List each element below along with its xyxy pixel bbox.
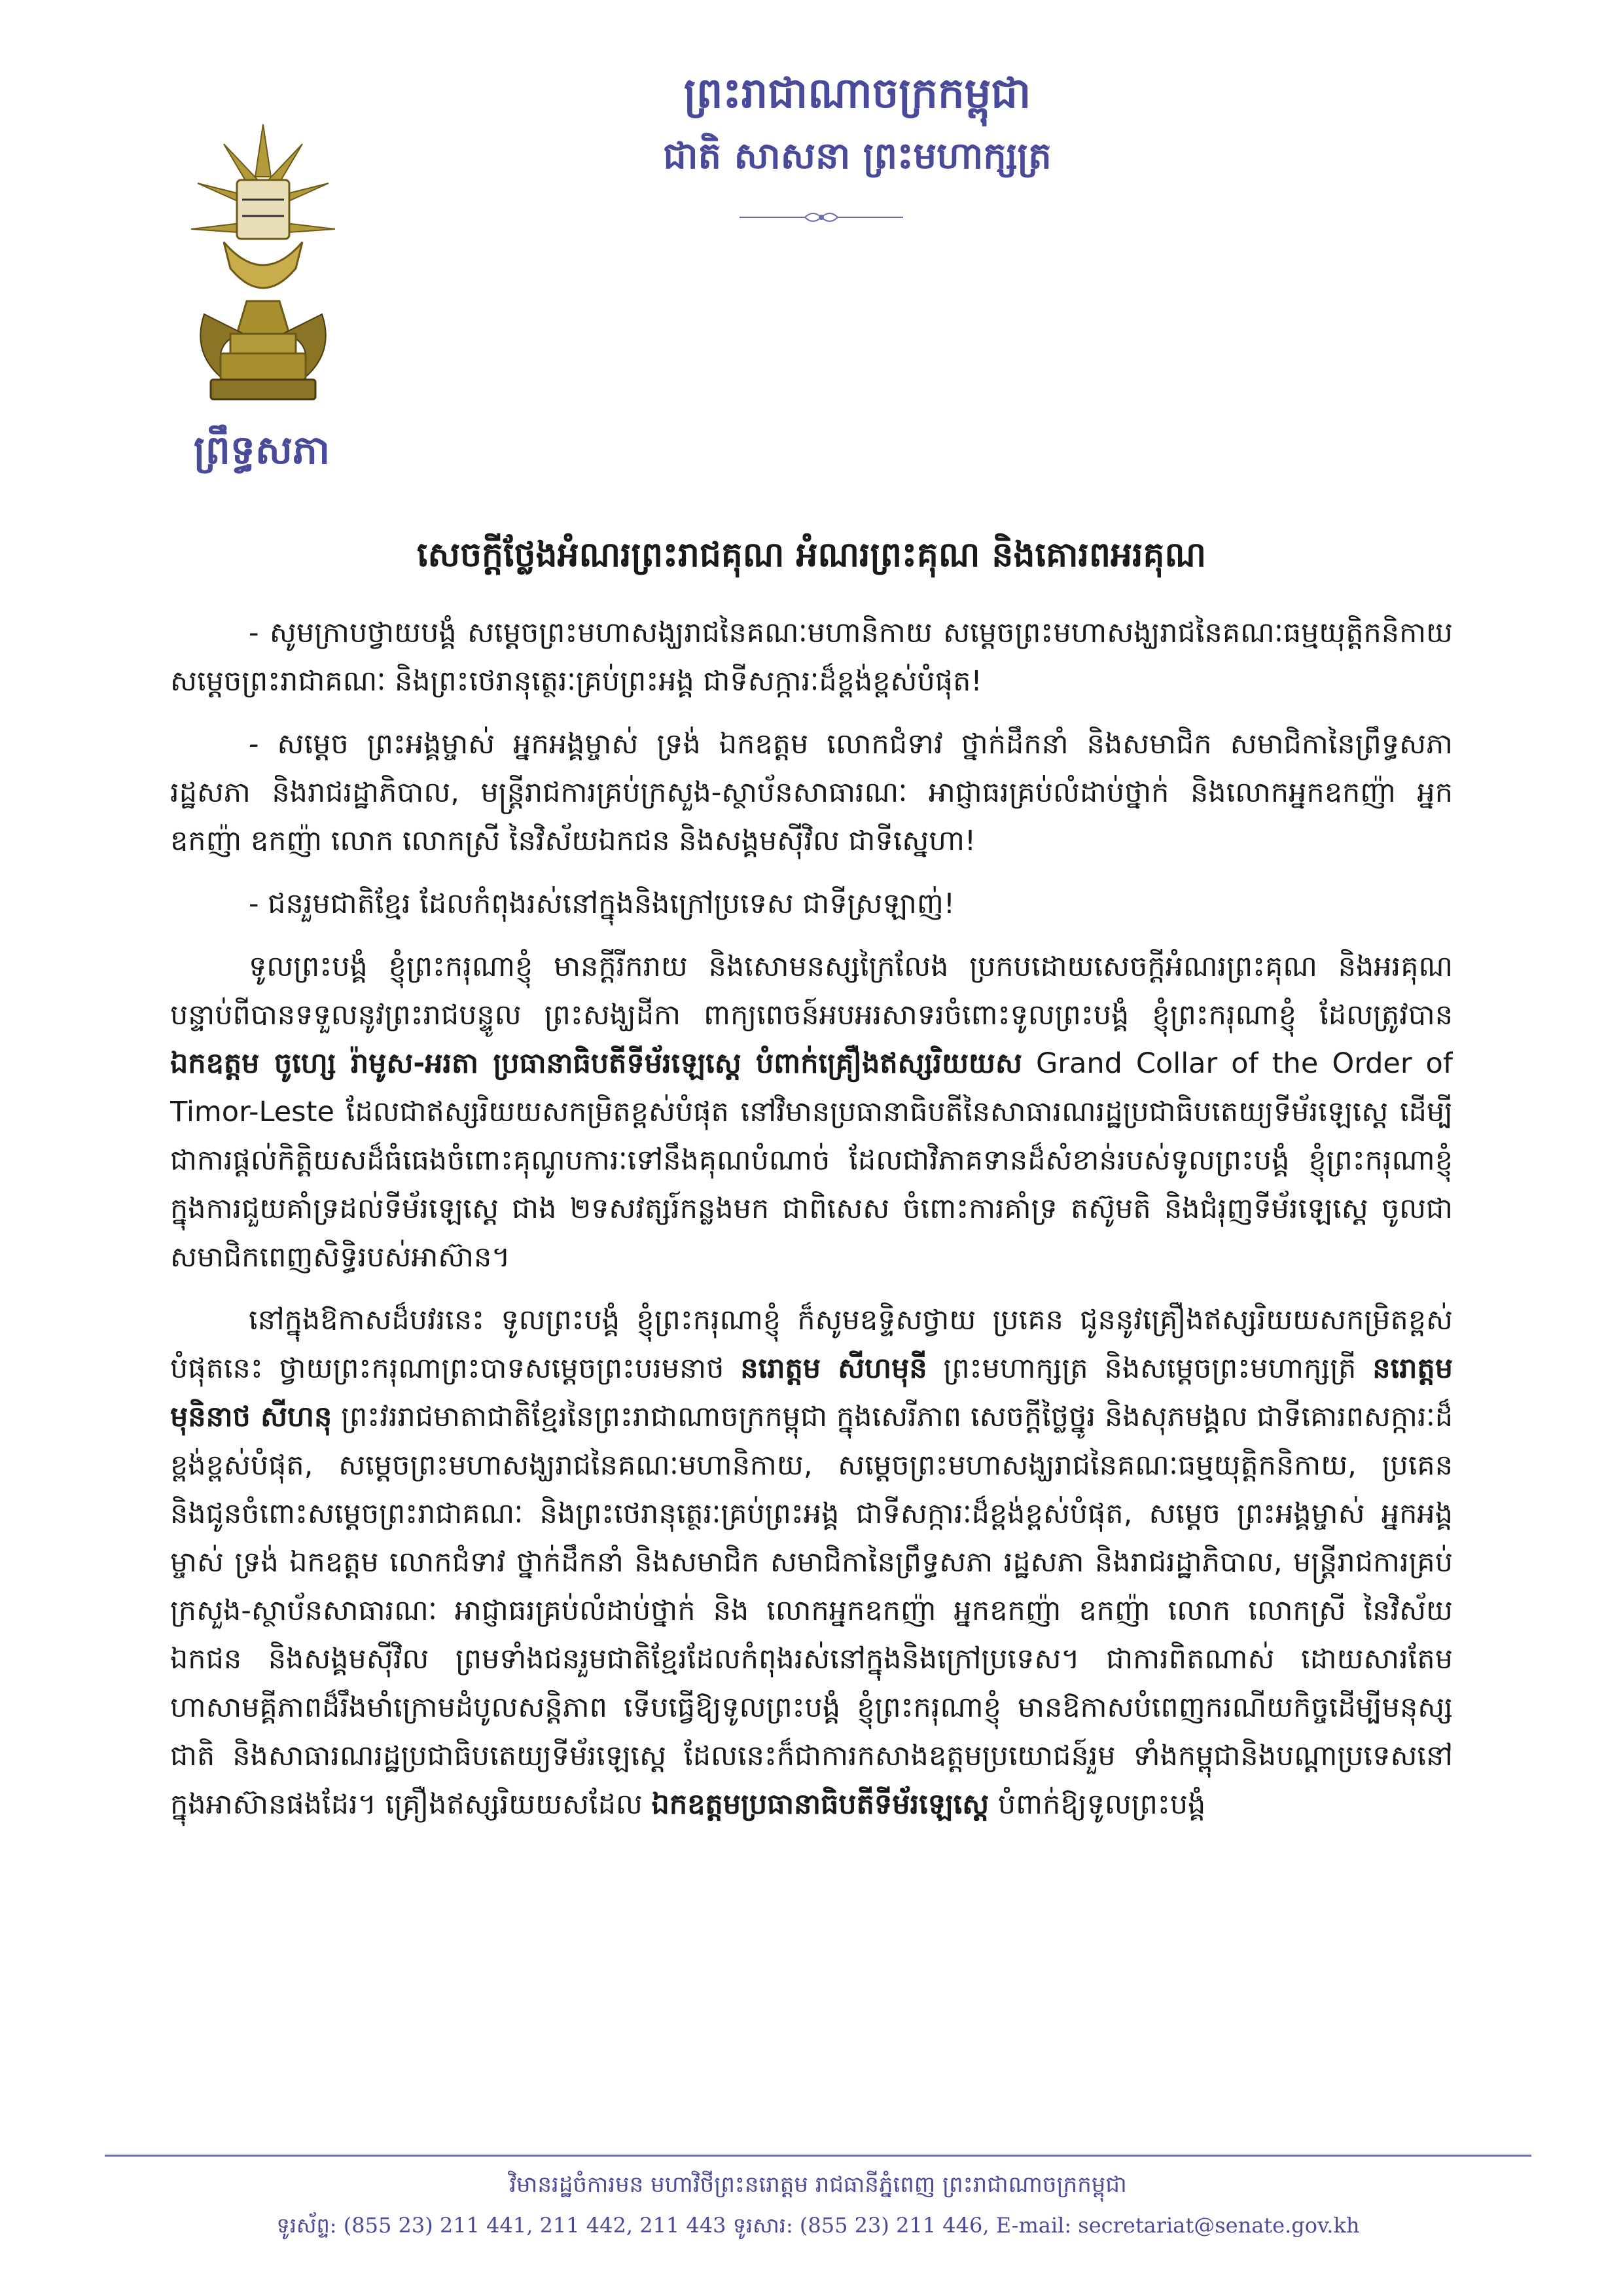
dedication-queen-name: នរោត្តម មុនិនាថ សីហនុ bbox=[170, 1352, 1453, 1433]
kingdom-name: ព្រះរាជាណាចក្រកម្ពុជា bbox=[683, 69, 1031, 118]
fax-label: ទូរសារ: bbox=[732, 2213, 793, 2238]
salutation-monks: - សូមក្រាបថ្វាយបង្គំ សម្ដេចព្រះមហាសង្ឃរាជនៃគណៈមហានិកាយ សម្ដេចព្រះមហាសង្ឃរាជនៃគណៈធម្មយុត្តិកនិកាយ សម្ដេចព្រះរាជាគណៈ និងព្រះថេរានុត្ថេរៈគ្រប់ព្រះអង្គ ជាទីសក្ការៈដ៏ខ្ពង់ខ្ពស់បំផុត! bbox=[170, 617, 1453, 698]
email-link[interactable]: E-mail: secretariat@senate.gov.kh bbox=[995, 2213, 1360, 2238]
award-text-1: ទូលព្រះបង្គំ ខ្ញុំព្រះករុណាខ្ញុំ មានក្ដីរីករាយ និងសោមនស្សក្រៃលែង ប្រកបដោយសេចក្ដីអំណរព្រះគុណ និងអរគុណ បន្ទាប់ពីបានទទួលនូវព្រះរាជបន្ទូល ព្រះសង្ឃដីកា ពាក្យពេចន៍អបអរសាទរចំពោះទូលព្រះបង្គំ ខ្ញុំព្រះករុណាខ្ញុំ ដែលត្រូវបាន bbox=[170, 950, 1453, 1031]
phone-label: ទូរស័ព្ទ: bbox=[276, 2213, 337, 2238]
dedication-text-2: ព្រះមហាក្សត្រ និងសម្ដេចព្រះមហាក្សត្រី bbox=[927, 1352, 1373, 1385]
dedication-text-1: នៅក្នុងឱកាសដ៏បវរនេះ ទូលព្រះបង្គំ ខ្ញុំព្រះករុណាខ្ញុំ ក៏សូមឧទ្ទិសថ្វាយ ប្រគេន ជូននូវគ្រឿងឥស្សរិយយសកម្រិតខ្ពស់បំផុតនេះ ថ្វាយព្រះករុណាព្រះបាទសម្ដេចព្រះបរមនាថ bbox=[170, 1304, 1453, 1385]
dedication-text-3: ព្រះវររាជមាតាជាតិខ្មែរនៃព្រះរាជាណាចក្រកម្ពុជា ក្នុងសេរីភាព សេចក្ដីថ្លៃថ្នូរ និងសុភមង្គល ជាទីគោរពសក្ការៈដ៏ខ្ពង់ខ្ពស់បំផុត, សម្ដេចព្រះមហាសង្ឃរាជនៃគណៈមហានិកាយ, សម្ដេចព្រះមហាសង្ឃរាជនៃគណៈធម្មយុត្តិកនិកាយ, ប្រគេន និងជូនចំពោះសម្ដេចព្រះរាជាគណៈ និងព្រះថេរានុត្ថេរៈគ្រប់ព្រះអង្គ ជាទីសក្ការៈដ៏ខ្ពង់ខ្ពស់បំផុត, សម្ដេច ព្រះអង្គម្ចាស់ អ្នកអង្គម្ចាស់ ទ្រង់ ឯកឧត្ដម លោកជំទាវ ថ្នាក់ដឹកនាំ និងសមាជិក សមាជិកានៃព្រឹទ្ធសភា រដ្ឋសភា និងរាជរដ្ឋាភិបាល, មន្ត្រីរាជការគ្រប់ក្រសួង-ស្ថាប័នសាធារណៈ អាជ្ញាធរគ្រប់លំដាប់ថ្នាក់ និង លោកអ្នកឧកញ៉ា អ្នកឧកញ៉ា ឧកញ៉ា លោក លោកស្រី នៃវិស័យឯកជន និងសង្គមស៊ីវិល ព្រមទាំងជនរួមជាតិខ្មែរដែលកំពុងរស់នៅក្នុងនិងក្រៅប្រទេស។ ជាការពិតណាស់ ដោយសារតែមហាសាមគ្គីភាពដ៏រឹងមាំក្រោមដំបូលសន្តិភាព ទើបធ្វើឱ្យទូលព្រះបង្គំ ខ្ញុំព្រះករុណាខ្ញុំ មានឱកាសបំពេញករណីយកិច្ចដើម្បីមនុស្សជាតិ និងសាធារណរដ្ឋប្រជាធិបតេយ្យទីម័រឡេស្ដេ ដែលនេះក៏ជាការកសាងឧត្ដមប្រយោជន៍រួម ទាំងកម្ពុជានិងបណ្ដាប្រទេសនៅក្នុងអាស៊ានផងដែរ។ គ្រឿងឥស្សរិយយសដែល bbox=[170, 1401, 1453, 1821]
fax-number: (855 23) 211 446, bbox=[799, 2213, 990, 2238]
institution-name: ព្រឹទ្ធសភា bbox=[193, 427, 330, 473]
dedication-president: ឯកឧត្ដមប្រធានាធិបតីទីម័រឡេស្ដេ bbox=[651, 1788, 990, 1821]
footer-contact bbox=[105, 2212, 1531, 2243]
salutation-citizens: - ជនរួមជាតិខ្មែរ ដែលកំពុងរស់នៅក្នុងនិងក្រៅប្រទេស ជាទីស្រឡាញ់! bbox=[249, 888, 955, 920]
dedication-text-4: បំពាក់ឱ្យទូលព្រះបង្គំ bbox=[989, 1788, 1206, 1821]
letterhead bbox=[0, 0, 1623, 563]
document-title: សេចក្ដីថ្លែងអំណរព្រះរាជគុណ អំណរព្រះគុណ និងគោរពអរគុណ bbox=[417, 535, 1206, 575]
letter-body bbox=[170, 609, 1453, 2094]
footer-address: វិមានរដ្ឋចំការមន មហាវិថីព្រះនរោត្តម រាជធានីភ្នំពេញ ព្រះរាជាណាចក្រកម្ពុជា bbox=[509, 2172, 1127, 2198]
senate-emblem-icon bbox=[185, 118, 342, 406]
paragraph-award bbox=[170, 942, 1453, 1282]
footer-divider bbox=[105, 2155, 1531, 2157]
national-motto: ជាតិ សាសនា ព្រះមហាក្សត្រ bbox=[663, 135, 1052, 177]
phone-number: (855 23) 211 441, 211 442, 211 443 bbox=[343, 2213, 726, 2238]
dedication-king-name: នរោត្តម សីហមុនី bbox=[740, 1352, 927, 1385]
award-text-bold: ឯកឧត្ដម ចូហ្សេ រ៉ាមូស-អរតា ប្រធានាធិបតីទីម័រឡេស្ដេ បំពាក់គ្រឿងឥស្សរិយយស bbox=[170, 1047, 1022, 1080]
paragraph-dedication bbox=[170, 1296, 1453, 1829]
award-text-2: Grand Collar of the Order of Timor-Leste ដែលជាឥស្សរិយយសកម្រិតខ្ពស់បំផុត នៅវិមានប្រធានាធិបតីនៃសាធារណរដ្ឋប្រជាធិបតេយ្យទីម័រឡេស្ដេ ដើម្បីជាការផ្ដល់កិត្តិយសដ៏ធំធេងចំពោះគុណូបការៈទៅនឹងគុណបំណាច់ ដែលជាវិភាគទានដ៏សំខាន់របស់ទូលព្រះបង្គំ ខ្ញុំព្រះករុណាខ្ញុំ ក្នុងការជួយគាំទ្រដល់ទីម័រឡេស្ដេ ជាង ២ទសវត្សរ៍កន្លងមក ជាពិសេស ចំពោះការគាំទ្រ តស៊ូមតិ និងជំរុញទីម័រឡេស្ដេ ចូលជាសមាជិកពេញសិទ្ធិរបស់អាស៊ាន។ bbox=[170, 1047, 1453, 1274]
divider-ornament-icon bbox=[740, 209, 903, 225]
salutation-officials: - សម្ដេច ព្រះអង្គម្ចាស់ អ្នកអង្គម្ចាស់ ទ្រង់ ឯកឧត្ដម លោកជំទាវ ថ្នាក់ដឹកនាំ និងសមាជិក សមាជិកានៃព្រឹទ្ធសភា រដ្ឋសភា និងរាជរដ្ឋាភិបាល, មន្ត្រីរាជការគ្រប់ក្រសួង-ស្ថាប័នសាធារណៈ អាជ្ញាធរគ្រប់លំដាប់ថ្នាក់ និងលោកអ្នកឧកញ៉ា អ្នកឧកញ៉ា ឧកញ៉ា លោក លោកស្រី នៃវិស័យឯកជន និងសង្គមស៊ីវិល ជាទីស្នេហា! bbox=[170, 728, 1453, 857]
